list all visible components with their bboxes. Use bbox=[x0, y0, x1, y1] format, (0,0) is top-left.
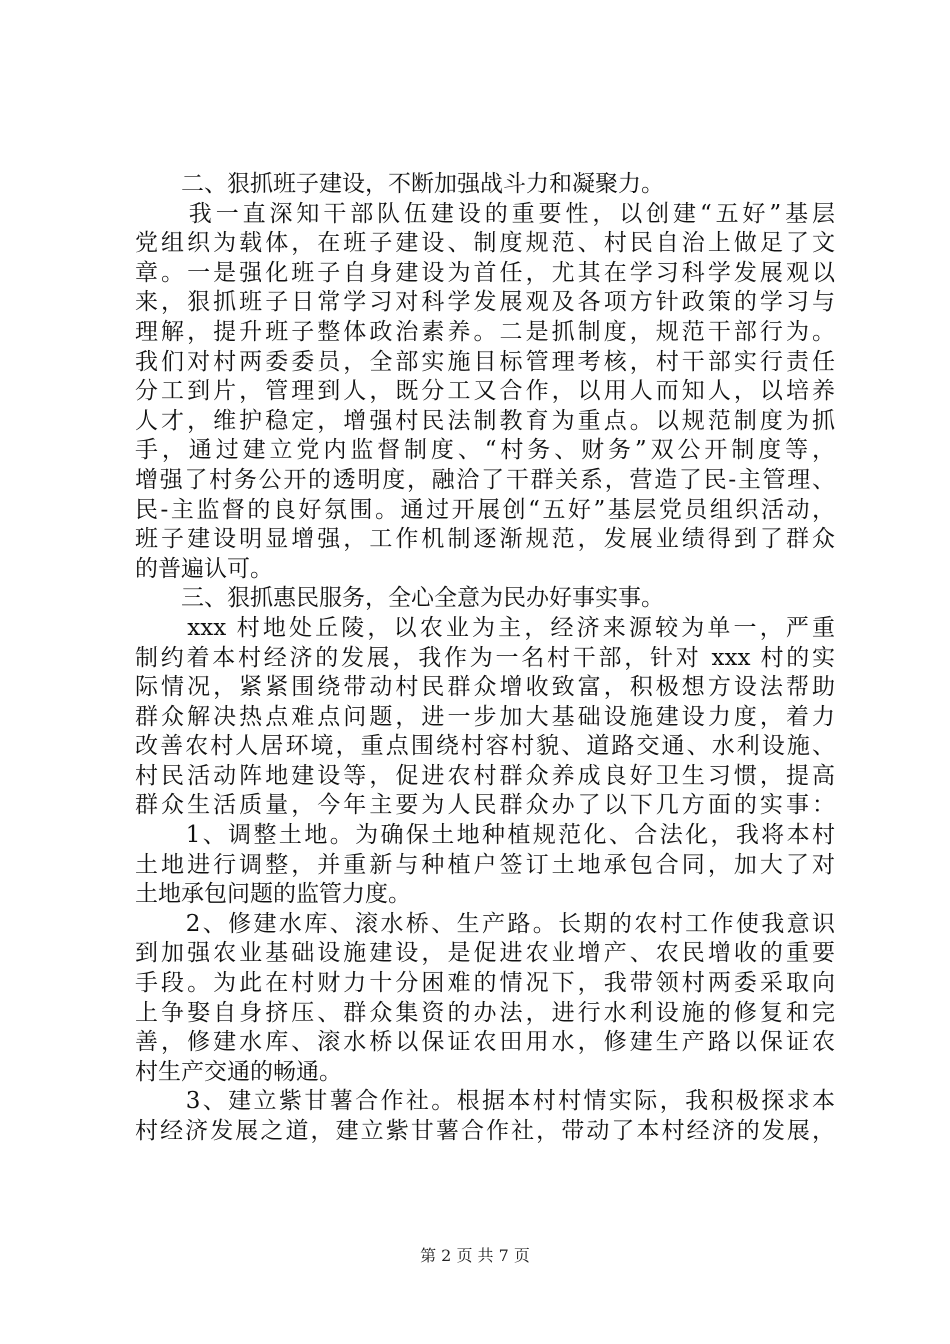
text-line: 群众生活质量，今年主要为人民群众办了以下几方面的实事： bbox=[135, 792, 835, 819]
text-line: 人才，维护稳定，增强村民法制教育为重点。以规范制度为抓 bbox=[135, 407, 835, 434]
text-line: 土地承包问题的监管力度。 bbox=[135, 881, 411, 908]
text-line: 民-主监督的良好氛围。通过开展创“五好”基层党员组织活动， bbox=[135, 496, 835, 523]
text-line: 2、修建水库、滚水桥、生产路。长期的农村工作使我意识 bbox=[135, 910, 835, 937]
text-line: 1、调整土地。为确保土地种植规范化、合法化，我将本村 bbox=[135, 822, 835, 849]
text-line: 善，修建水库、滚水桥以保证农田用水，修建生产路以保证农 bbox=[135, 1029, 835, 1056]
text-line: 章。一是强化班子自身建设为首任，尤其在学习科学发展观以 bbox=[135, 259, 835, 286]
page-footer: 第 2 页 共 7 页 bbox=[420, 1246, 530, 1265]
text-line: 3、建立紫甘薯合作社。根据本村村情实际，我积极探求本 bbox=[135, 1088, 835, 1115]
text-line: 二、狠抓班子建设，不断加强战斗力和凝聚力。 bbox=[135, 171, 664, 197]
text-line: 到加强农业基础设施建设，是促进农业增产、农民增收的重要 bbox=[135, 940, 835, 967]
text-line: 村经济发展之道，建立紫甘薯合作社，带动了本村经济的发展， bbox=[135, 1118, 835, 1144]
text-line: 手，通过建立党内监督制度、“村务、财务”双公开制度等， bbox=[135, 437, 835, 464]
text-line: 班子建设明显增强，工作机制逐渐规范，发展业绩得到了群众 bbox=[135, 526, 835, 553]
text-line: 际情况，紧紧围绕带动村民群众增收致富，积极想方设法帮助 bbox=[135, 674, 835, 701]
text-line: 村生产交通的畅通。 bbox=[135, 1058, 342, 1085]
text-line: 三、狠抓惠民服务，全心全意为民办好事实事。 bbox=[135, 585, 664, 612]
text-line: 土地进行调整，并重新与种植户签订土地承包合同，加大了对 bbox=[135, 851, 835, 878]
text-line: 分工到片，管理到人，既分工又合作，以用人而知人，以培养 bbox=[135, 378, 835, 405]
text-line: 我一直深知干部队伍建设的重要性，以创建“五好”基层 bbox=[135, 200, 835, 227]
text-line: xxx 村地处丘陵，以农业为主，经济来源较为单一，严重 bbox=[135, 614, 835, 641]
text-line: 手段。为此在村财力十分困难的情况下，我带领村两委采取向 bbox=[135, 970, 835, 997]
text-line: 的普遍认可。 bbox=[135, 555, 273, 582]
text-line: 上争娶自身挤压、群众集资的办法，进行水利设施的修复和完 bbox=[135, 999, 835, 1026]
text-line: 来，狠抓班子日常学习对科学发展观及各项方针政策的学习与 bbox=[135, 289, 835, 316]
text-line: 村民活动阵地建设等，促进农村群众养成良好卫生习惯，提高 bbox=[135, 762, 835, 789]
text-line: 增强了村务公开的透明度，融洽了干群关系，营造了民-主管理、 bbox=[135, 466, 835, 493]
text-line: 我们对村两委委员，全部实施目标管理考核，村干部实行责任 bbox=[135, 348, 835, 375]
text-line: 群众解决热点难点问题，进一步加大基础设施建设力度，着力 bbox=[135, 703, 835, 730]
text-line: 理解，提升班子整体政治素养。二是抓制度，规范干部行为。 bbox=[135, 318, 835, 345]
text-line: 党组织为载体，在班子建设、制度规范、村民自治上做足了文 bbox=[135, 230, 835, 257]
text-line: 制约着本村经济的发展，我作为一名村干部，针对 xxx 村的实 bbox=[135, 644, 835, 671]
text-line: 改善农村人居环境，重点围绕村容村貌、道路交通、水利设施、 bbox=[135, 733, 835, 760]
document-body bbox=[135, 170, 835, 1147]
